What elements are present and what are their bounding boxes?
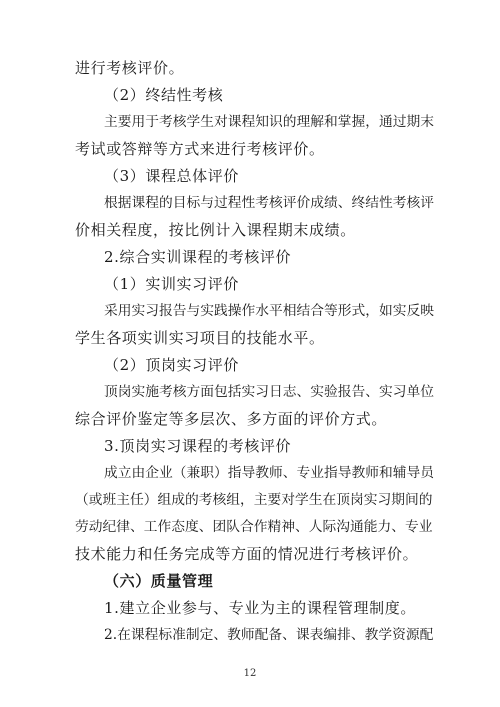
section-heading-internship-courses: 3.顶岗实习课程的考核评价 [104,437,292,455]
text-line: 顶岗实施考核方面包括实习日志、实验报告、实习单位 [104,384,435,400]
text-line: 综合评价鉴定等多层次、多方面的评价方式。 [75,410,388,428]
section-heading-practical-courses: 2.综合实训课程的考核评价 [104,248,292,266]
text-line: 学生各项实训实习项目的技能水平。 [75,329,325,347]
subheading-internship-evaluation: （2）顶岗实习评价 [104,356,239,374]
subheading-practical-training: （1）实训实习评价 [104,275,239,293]
text-line: 技术能力和任务完成等方面的情况进行考核评价。 [75,545,419,563]
subheading-overall-evaluation: （3）课程总体评价 [104,167,239,185]
text-line: 采用实习报告与实践操作水平相结合等形式，如实反映 [104,303,435,319]
text-line: （或班主任）组成的考核组，主要对学生在顶岗实习期间的 [75,492,433,508]
text-line: 劳动纪律、工作态度、团队合作精神、人际沟通能力、专业 [75,519,433,535]
section-heading-quality-management: （六）质量管理 [104,572,214,590]
text-line: 主要用于考核学生对课程知识的理解和掌握，通过期末 [104,114,435,130]
text-line: 根据课程的目标与过程性考核评价成绩、终结性考核评 [104,195,435,211]
text-line: 1.建立企业参与、专业为主的课程管理制度。 [104,599,416,617]
page-number: 12 [243,668,257,679]
text-line: 进行考核评价。 [75,59,185,77]
text-line: 价相关程度，按比例计入课程期末成绩。 [75,221,356,239]
text-line: 2.在课程标准制定、教师配备、课表编排、教学资源配 [104,627,434,643]
subheading-final-assessment: （2）终结性考核 [104,86,224,104]
text-line: 考试或答辩等方式来进行考核评价。 [75,140,325,158]
text-line: 成立由企业（兼职）指导教师、专业指导教师和辅导员 [104,465,435,481]
